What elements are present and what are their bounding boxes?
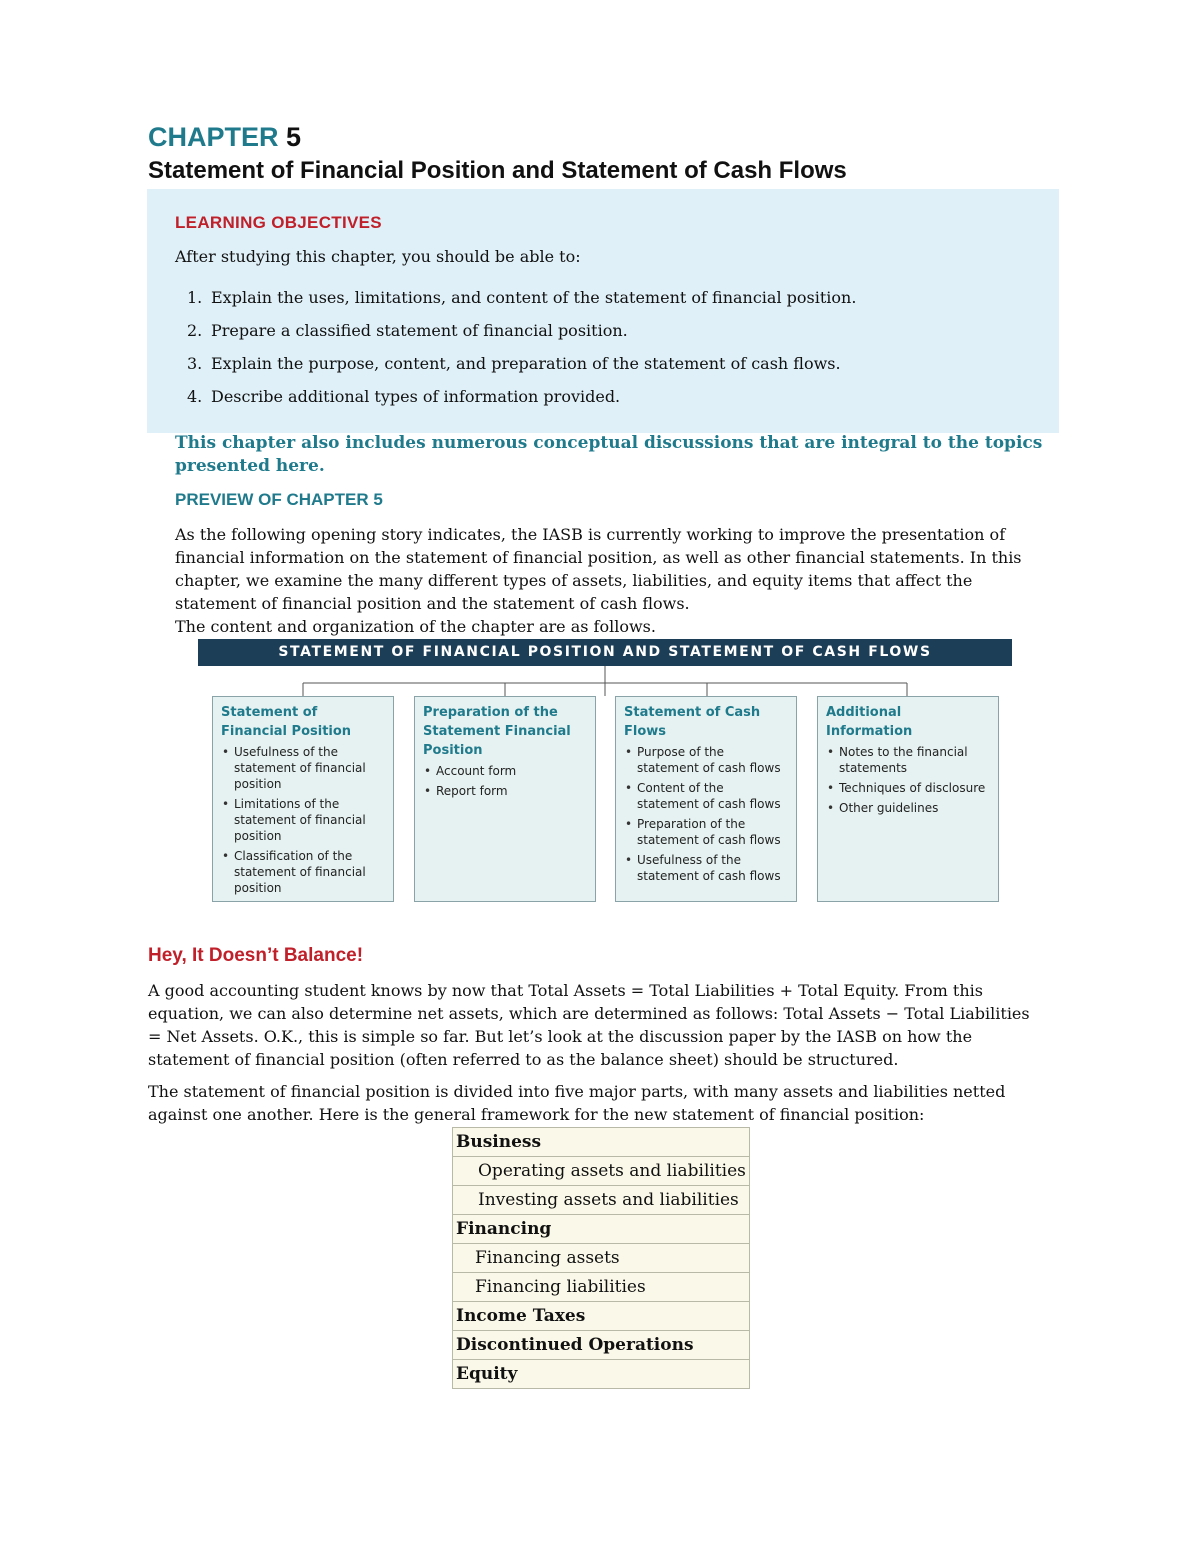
learning-objectives-heading: LEARNING OBJECTIVES	[175, 213, 382, 232]
org-box-item: • Notes to the financial statements	[826, 744, 990, 776]
org-box-title: Statement of Cash Flows	[624, 705, 761, 739]
objective-number: 4.	[187, 387, 203, 406]
learning-objectives-intro: After studying this chapter, you should be able to:	[175, 247, 581, 266]
objective-text: Describe additional types of information provided.	[211, 387, 621, 406]
org-box-item: • Limitations of the statement of financial position	[221, 796, 385, 844]
org-box-item: • Purpose of the statement of cash flows	[624, 744, 788, 776]
objective-text: Prepare a classified statement of financial position.	[211, 321, 628, 340]
org-box-item: • Account form	[423, 763, 587, 779]
org-box-additional-information	[817, 696, 999, 902]
framework-cell: Investing assets and liabilities	[453, 1186, 750, 1215]
table-row	[453, 1186, 750, 1215]
org-box-item: • Usefulness of the statement of cash flows	[624, 852, 788, 884]
framework-cell: Income Taxes	[453, 1302, 750, 1331]
table-row	[453, 1302, 750, 1331]
org-box-item: • Content of the statement of cash flows	[624, 780, 788, 812]
conceptual-discussion-note: This chapter also includes numerous conceptual discussions that are integral to the topics presented here.	[175, 433, 1043, 476]
org-box-item: • Usefulness of the statement of financial position	[221, 744, 385, 792]
framework-table	[452, 1127, 750, 1389]
objective-number: 3.	[187, 354, 203, 373]
org-box-item: • Report form	[423, 783, 587, 799]
org-box-item: • Techniques of disclosure	[826, 780, 990, 796]
table-row	[453, 1244, 750, 1273]
objective-text: Explain the purpose, content, and preparation of the statement of cash flows.	[211, 354, 841, 373]
chapter-word: CHAPTER	[148, 122, 279, 152]
table-row	[453, 1273, 750, 1302]
objective-number: 1.	[187, 288, 203, 307]
org-box-preparation	[414, 696, 596, 902]
org-box-item: • Preparation of the statement of cash flows	[624, 816, 788, 848]
org-box-title: Additional Information	[826, 705, 913, 739]
table-row	[453, 1331, 750, 1360]
framework-cell: Operating assets and liabilities	[453, 1157, 750, 1186]
objective-text: Explain the uses, limitations, and content of the statement of financial position.	[211, 288, 857, 307]
table-row	[453, 1128, 750, 1157]
org-box-item: • Other guidelines	[826, 800, 990, 816]
framework-cell: Financing assets	[453, 1244, 750, 1273]
org-chart-banner: STATEMENT OF FINANCIAL POSITION AND STATEMENT OF CASH FLOWS	[198, 639, 1012, 666]
table-row	[453, 1360, 750, 1389]
framework-cell: Discontinued Operations	[453, 1331, 750, 1360]
org-box-list	[826, 744, 990, 816]
org-chart-connectors	[0, 0, 1200, 700]
table-row	[453, 1157, 750, 1186]
objective-number: 2.	[187, 321, 203, 340]
org-box-list	[221, 744, 385, 896]
org-box-statement-of-cash-flows	[615, 696, 797, 902]
chapter-title: Statement of Financial Position and Statement of Cash Flows	[148, 157, 847, 184]
story-paragraph-1: A good accounting student knows by now that Total Assets = Total Liabilities + Total Equity. From this equation, we can also determine net assets, which are determined as follows: Total Assets − Total Liabilities = Net Assets. O.K., this is simple so far. But let’s look at the discussion paper by the IASB on how the statement of financial position (often referred to as the balance sheet) should be structured.	[148, 981, 1030, 1069]
story-paragraph-2: The statement of financial position is divided into five major parts, with many assets and liabilities netted against one another. Here is the general framework for the new statement of financial position:	[148, 1082, 1006, 1124]
org-box-list	[624, 744, 788, 884]
framework-cell: Financing	[453, 1215, 750, 1244]
org-box-statement-of-financial-position	[212, 696, 394, 902]
org-box-list	[423, 763, 587, 799]
preview-heading: PREVIEW OF CHAPTER 5	[175, 490, 383, 509]
story-heading: Hey, It Doesn’t Balance!	[148, 945, 364, 966]
framework-cell: Equity	[453, 1360, 750, 1389]
chapter-number: 5	[286, 122, 302, 152]
org-box-title: Preparation of the Statement Financial Position	[423, 705, 571, 758]
preview-closing: The content and organization of the chapter are as follows.	[175, 617, 656, 636]
framework-cell: Financing liabilities	[453, 1273, 750, 1302]
framework-cell: Business	[453, 1128, 750, 1157]
preview-text: As the following opening story indicates, the IASB is currently working to improve the presentation of financial information on the statement of financial position, as well as other financial statements. In this chapter, we examine the many different types of assets, liabilities, and equity items that affect the statement of financial position and the statement of cash flows.	[175, 525, 1022, 613]
org-box-title: Statement of Financial Position	[221, 705, 352, 739]
table-row	[453, 1215, 750, 1244]
org-box-item: • Classification of the statement of financial position	[221, 848, 385, 896]
